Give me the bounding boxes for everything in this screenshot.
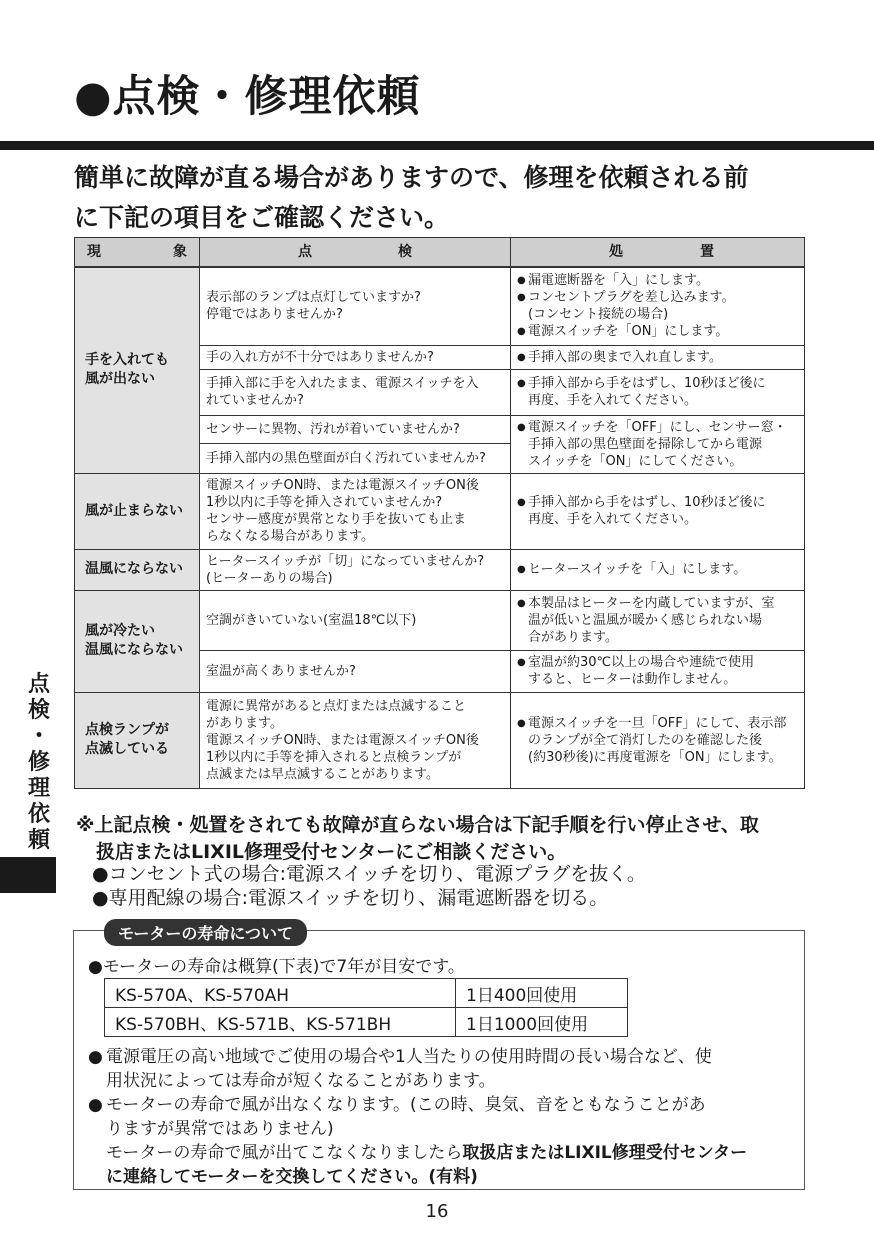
usage-cell: 1日400回使用 <box>456 979 628 1008</box>
table-row <box>105 1008 628 1037</box>
action-cell: ● 電源スイッチを「OFF」にし、センサー窓・ 手挿入部の黒色壁面を掃除してから電源 スイッチを「ON」にしてください。 <box>511 415 805 473</box>
table-row <box>75 549 805 590</box>
check-cell: 手の入れ方が不十分ではありませんか? <box>200 345 511 369</box>
note-bullet: ●専用配線の場合:電源スイッチを切り、漏電遮断器を切る。 <box>92 887 609 909</box>
header-check: 点 検 <box>200 238 511 268</box>
check-cell: 空調がきいていない(室温18℃以下) <box>200 590 511 650</box>
title-rule <box>0 141 874 150</box>
check-cell: 表示部のランプは点灯していますか? 停電ではありませんか? <box>200 267 511 345</box>
check-cell: センサーに異物、汚れが着いていませんか? <box>200 415 511 443</box>
motor-life-label: モーターの寿命について <box>104 919 307 946</box>
model-cell: KS-570BH、KS-571B、KS-571BH <box>105 1008 456 1037</box>
check-cell: 電源スイッチON時、または電源スイッチON後 1秒以内に手等を挿入されていませんか? センサー感度が異常となり手を抜いても止ま らなくなる場合があります。 <box>200 473 511 549</box>
symptom-cell: 手を入れても 風が出ない <box>75 267 200 473</box>
action-cell: ● 手挿入部から手をはずし、10秒ほど後に 再度、手を入れてください。 <box>511 473 805 549</box>
troubleshooting-table <box>74 237 805 789</box>
check-cell: ヒータースイッチが「切」になっていませんか? (ヒーターありの場合) <box>200 549 511 590</box>
header-action: 処 置 <box>511 238 805 268</box>
repair-note <box>76 812 816 866</box>
note-line: 扱店またはLIXIL修理受付センターにご相談ください。 <box>96 841 567 863</box>
table-row <box>105 979 628 1008</box>
side-section-label: 点 検 ・ 修 理 依 頼 <box>27 672 50 853</box>
lead-line: 簡単に故障が直る場合がありますので、修理を依頼される前 <box>74 163 749 192</box>
note-bullet: ●コンセント式の場合:電源スイッチを切り、電源プラグを抜く。 <box>92 863 646 885</box>
motor-note-end-of-life: ● モーターの寿命で風が出なくなります。(この時、臭気、音をともなうことがあ りますが異常ではありません) モーターの寿命で風が出てこなくなりましたら取扱店またはLIXIL修理受付センター に連絡してモーターを交換してください。(有料) <box>88 1095 748 1187</box>
lead-text <box>74 158 814 238</box>
table-row <box>75 692 805 788</box>
symptom-cell: 風が止まらない <box>75 473 200 549</box>
table-row <box>75 590 805 650</box>
action-cell: ● ヒータースイッチを「入」にします。 <box>511 549 805 590</box>
usage-cell: 1日1000回使用 <box>456 1008 628 1037</box>
check-cell: 電源に異常があると点灯または点滅すること があります。 電源スイッチON時、または電源スイッチON後 1秒以内に手等を挿入されると点検ランプが 点滅または早点滅することがあります。 <box>200 692 511 788</box>
page-number: 16 <box>425 1201 449 1222</box>
action-cell: ● 漏電遮断器を「入」にします。 ● コンセントプラグを差し込みます。 (コンセント接続の場合) ● 電源スイッチを「ON」にします。 <box>511 267 805 345</box>
symptom-cell: 温風にならない <box>75 549 200 590</box>
check-cell: 手挿入部に手を入れたまま、電源スイッチを入 れていませんか? <box>200 369 511 415</box>
action-cell: ● 本製品はヒーターを内蔵していますが、室 温が低いと温風が暖かく感じられない場 合があります。 <box>511 590 805 650</box>
table-header-row <box>75 238 805 268</box>
action-cell: ● 手挿入部から手をはずし、10秒ほど後に 再度、手を入れてください。 <box>511 369 805 415</box>
motor-life-table <box>104 978 628 1037</box>
motor-note-voltage: ● 電源電圧の高い地域でご使用の場合や1人当たりの使用時間の長い場合など、使 用状況によっては寿命が短くなることがあります。 <box>88 1047 712 1091</box>
action-cell: ● 電源スイッチを一旦「OFF」にして、表示部 のランプが全て消灯したのを確認した後 (約30秒後)に再度電源を「ON」にします。 <box>511 692 805 788</box>
table-row <box>75 473 805 549</box>
lead-line: に下記の項目をご確認ください。 <box>74 203 450 232</box>
symptom-cell: 風が冷たい 温風にならない <box>75 590 200 692</box>
table-row <box>75 267 805 345</box>
symptom-cell: 点検ランプが 点滅している <box>75 692 200 788</box>
action-cell: ● 手挿入部の奥まで入れ直します。 <box>511 345 805 369</box>
model-cell: KS-570A、KS-570AH <box>105 979 456 1008</box>
action-cell: ● 室温が約30℃以上の場合や連続で使用 すると、ヒーターは動作しません。 <box>511 650 805 692</box>
motor-life-intro: ●モーターの寿命は概算(下表)で7年が目安です。 <box>88 957 465 977</box>
check-cell: 手挿入部内の黒色壁面が白く汚れていませんか? <box>200 443 511 473</box>
section-tab-marker <box>0 857 56 893</box>
check-cell: 室温が高くありませんか? <box>200 650 511 692</box>
note-line: ※上記点検・処置をされても故障が直らない場合は下記手順を行い停止させ、取 <box>76 814 759 836</box>
header-symptom: 現 象 <box>75 238 200 268</box>
page-title: ●点検・修理依頼 <box>74 72 421 122</box>
